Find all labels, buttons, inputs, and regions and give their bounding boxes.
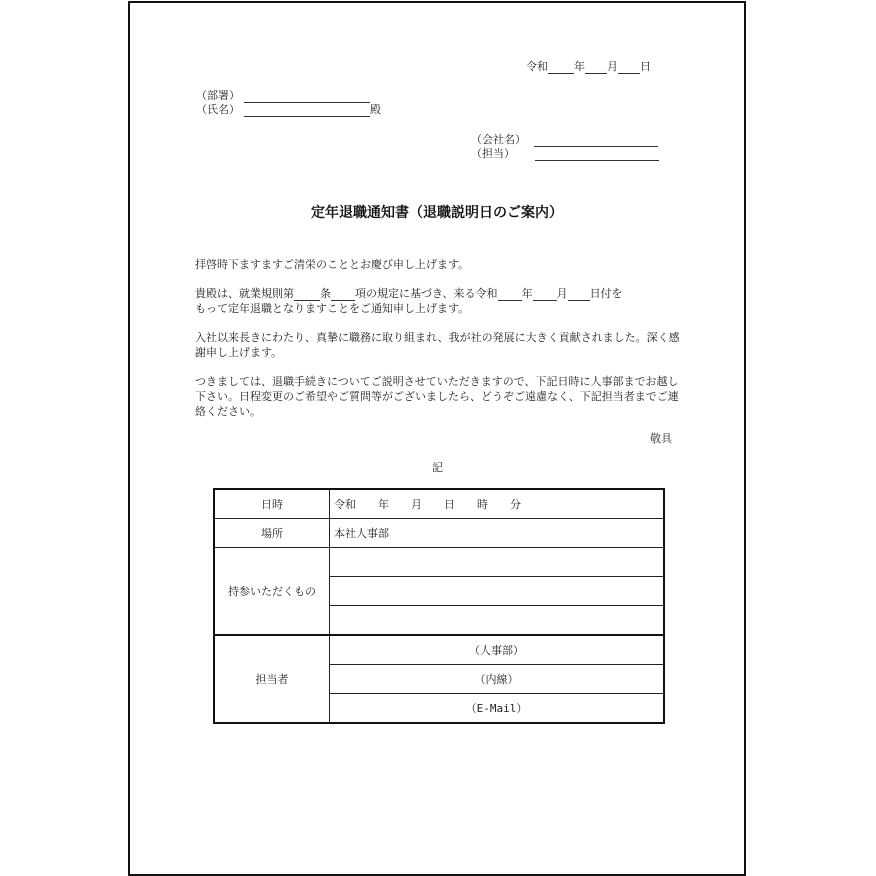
items-label: 持参いただくもの — [214, 548, 330, 636]
info-table — [213, 488, 665, 724]
items-row-3 — [330, 606, 665, 636]
date-year: 年 — [574, 60, 585, 73]
instruction-paragraph: つきましては、退職手続きについてご説明させていただきますので、下記日時に人事部までお越し下さい。日程変更のご希望やご質問等がございましたら、どうぞご遠慮なく、下記担当者までご連絡ください。 — [195, 375, 679, 418]
datetime-value: 令和 年 月 日 時 分 — [330, 489, 665, 519]
recipient-block — [196, 89, 381, 117]
person-label: （担当） — [471, 147, 515, 160]
datetime-label: 日時 — [214, 489, 330, 519]
company-blank — [534, 134, 658, 147]
date-line — [526, 60, 651, 74]
items-row-1 — [330, 548, 665, 577]
closing-keigu: 敬具 — [650, 432, 672, 445]
department-label: （部署） — [196, 89, 240, 102]
contact-email: （E-Mail） — [330, 694, 665, 724]
name-blank — [244, 104, 370, 117]
department-blank — [244, 90, 370, 103]
place-label: 場所 — [214, 519, 330, 548]
name-label: （氏名） — [196, 103, 240, 116]
date-reiwa: 令和 — [526, 60, 548, 73]
contact-dept: （人事部） — [330, 635, 665, 665]
year-blank — [548, 61, 574, 74]
contact-label: 担当者 — [214, 635, 330, 723]
sender-block — [471, 133, 659, 161]
place-value: 本社人事部 — [330, 519, 665, 548]
document-page — [128, 1, 746, 876]
ki-heading: 記 — [432, 461, 443, 474]
date-day: 日 — [640, 60, 651, 73]
greeting-paragraph: 拝啓時下ますますご清栄のこととお慶び申し上げます。 — [195, 258, 470, 271]
day-blank — [618, 61, 640, 74]
contact-extension: （内線） — [330, 665, 665, 694]
thanks-paragraph: 入社以来長きにわたり、真摯に職務に取り組まれ、我が社の発展に大きく貢献されました。深く感謝申し上げます。 — [195, 331, 680, 359]
notice-paragraph: 貴殿は、就業規則第 条 項の規定に基づき、来る令和 年 月 日付を もって定年退職となりますことをご通知申し上げます。 — [195, 287, 623, 315]
company-label: （会社名） — [471, 133, 526, 146]
month-blank — [585, 61, 607, 74]
honorific: 殿 — [370, 103, 381, 116]
person-blank — [535, 148, 659, 161]
body-text — [195, 257, 689, 433]
date-month: 月 — [607, 60, 618, 73]
items-row-2 — [330, 577, 665, 606]
document-title: 定年退職通知書（退職説明日のご案内） — [311, 205, 563, 221]
